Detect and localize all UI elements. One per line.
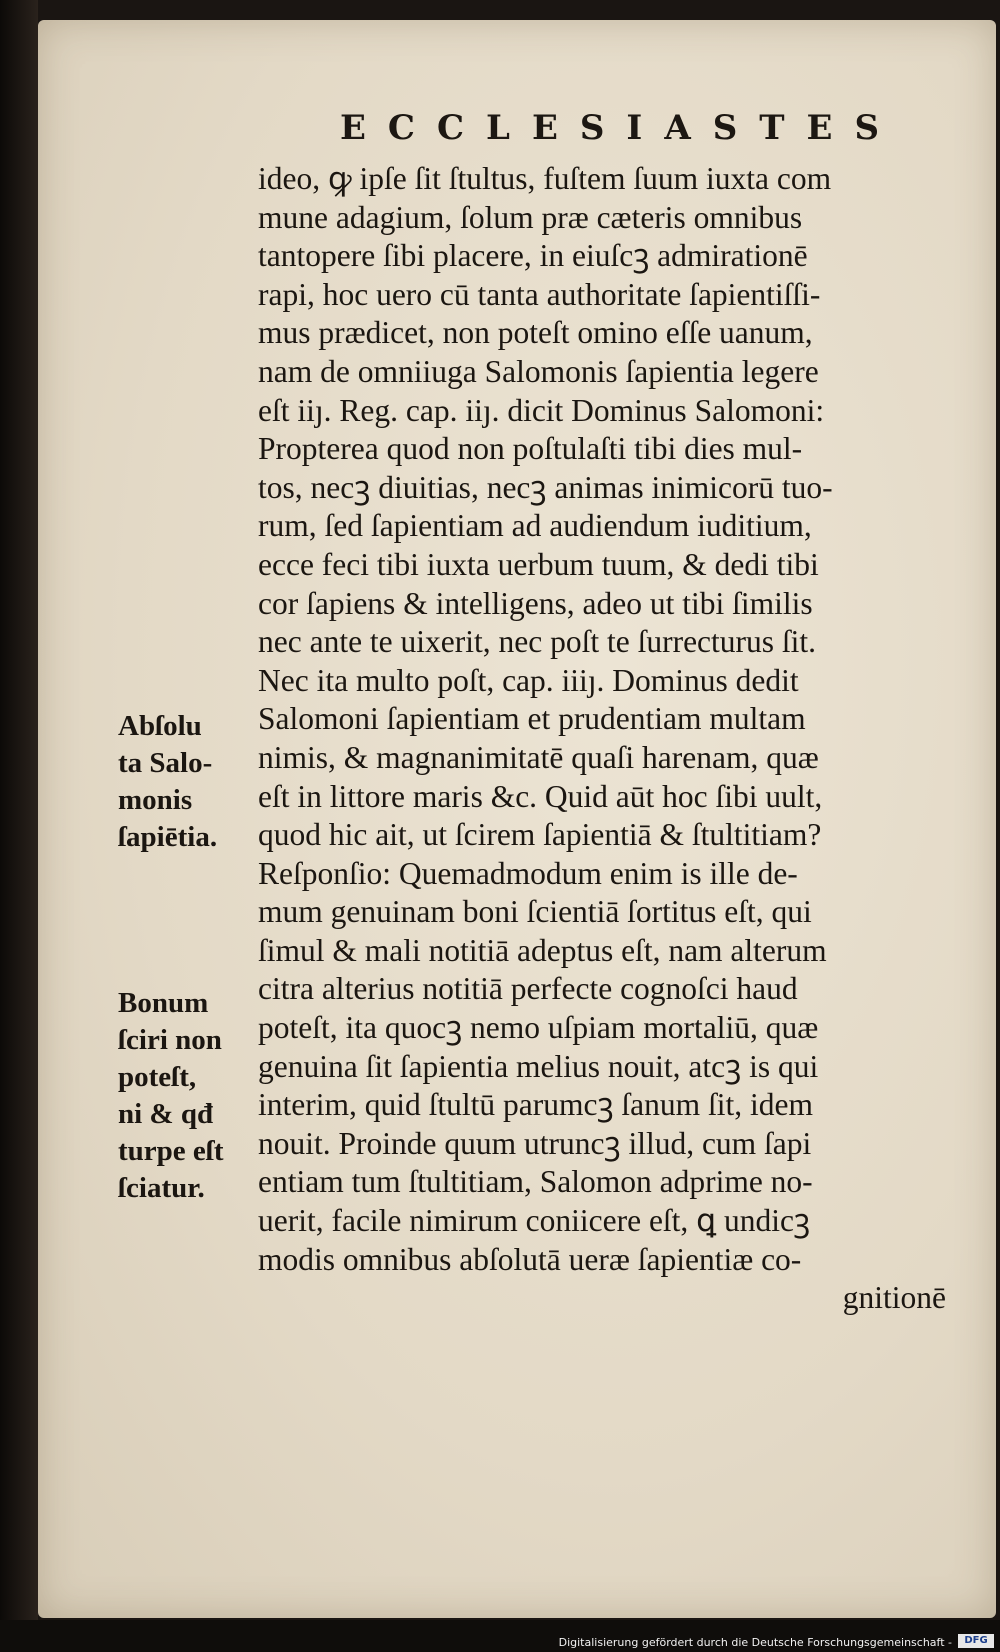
marginal-note-line: ta Salo- xyxy=(118,747,213,779)
marginal-note-line: ſciatur. xyxy=(118,1172,205,1204)
text-line: nouit. Proinde quum utruncꝫ illud, cum ſapi xyxy=(258,1125,812,1161)
text-line: mum genuinam boni ſcientiā ſortitus eſt, qui xyxy=(258,894,812,930)
marginal-note-line: Abſolu xyxy=(118,710,202,742)
text-line: rum, ſed ſapientiam ad audiendum iuditium, xyxy=(258,508,812,544)
text-line: ideo, ꝙ ipſe ſit ſtultus, fuſtem ſuum iuxta com xyxy=(258,161,832,196)
text-line: tantopere ſibi placere, in eiuſcꝫ admirationē xyxy=(258,238,808,274)
running-head: ECCLESIASTES xyxy=(340,108,902,148)
text-line: cor ſapiens & intelligens, adeo ut tibi ſimilis xyxy=(258,585,813,621)
text-line: modis omnibus abſolutā ueræ ſapientiæ co- xyxy=(258,1241,802,1277)
text-line: mune adagium, ſolum præ cæteris omnibus xyxy=(258,199,803,235)
text-line: ecce feci tibi iuxta uerbum tuum, & dedi tibi xyxy=(258,546,819,582)
text-line: uerit, facile nimirum coniicere eſt, ꝗ undicꝫ xyxy=(258,1203,811,1239)
text-line: nimis, & magnanimitatē quaſi harenam, quæ xyxy=(258,739,819,775)
marginal-note-absoluta xyxy=(118,708,217,856)
text-line: eſt iiȷ. Reg. cap. iiȷ. dicit Dominus Salomoni: xyxy=(258,392,825,428)
text-line: mus prædicet, non poteſt omino eſſe uanum, xyxy=(258,315,813,351)
text-line: Propterea quod non poſtulaſti tibi dies mul- xyxy=(258,431,803,467)
marginal-note-line: monis xyxy=(118,784,193,816)
text-line: genuina ſit ſapientia melius nouit, atcꝫ is qui xyxy=(258,1048,819,1084)
book-gutter-shadow xyxy=(0,0,38,1652)
marginal-note-line: turpe eſt xyxy=(118,1135,224,1167)
marginal-note-line: poteſt, xyxy=(118,1061,197,1093)
text-line: rapi, hoc uero cū tanta authoritate ſapientiſſi- xyxy=(258,276,821,312)
text-line: Reſponſio: Quemadmodum enim is ille de- xyxy=(258,855,798,891)
text-line: Salomoni ſapientiam et prudentiam multam xyxy=(258,701,806,737)
text-line: nec ante te uixerit, nec poſt te ſurrecturus ſit. xyxy=(258,624,817,660)
marginal-note-bonum xyxy=(118,985,224,1207)
body-text xyxy=(258,160,958,1318)
text-line: entiam tum ſtultitiam, Salomon adprime no- xyxy=(258,1164,813,1200)
text-line: Nec ita multo poſt, cap. iiiȷ. Dominus dedit xyxy=(258,662,799,698)
text-line: quod hic ait, ut ſcirem ſapientiā & ſtultitiam? xyxy=(258,817,822,853)
text-line: poteſt, ita quocꝫ nemo uſpiam mortaliū, quæ xyxy=(258,1010,819,1046)
marginal-note-line: Bonum xyxy=(118,987,209,1019)
text-line: eſt in littore maris &c. Quid aūt hoc ſibi uult, xyxy=(258,778,823,814)
catchword: gnitionē xyxy=(842,1280,946,1316)
text-line: interim, quid ſtultū parumcꝫ ſanum ſit, idem xyxy=(258,1087,814,1123)
marginal-note-line: ni & qđ xyxy=(118,1098,214,1130)
dfg-logo-icon: DFG xyxy=(958,1634,994,1648)
text-line: ſimul & mali notitiā adeptus eſt, nam alterum xyxy=(258,932,827,968)
text-line: tos, necꝫ diuitias, necꝫ animas inimicorū tuo- xyxy=(258,469,833,505)
footer-credit: Digitalisierung gefördert durch die Deutsche Forschungsgemeinschaft - xyxy=(558,1636,952,1649)
marginal-note-line: ſapiētia. xyxy=(118,821,218,853)
marginal-note-line: ſciri non xyxy=(118,1024,222,1056)
text-line: nam de omniiuga Salomonis ſapientia legere xyxy=(258,353,819,389)
text-line: citra alterius notitiā perfecte cognoſci haud xyxy=(258,971,798,1007)
